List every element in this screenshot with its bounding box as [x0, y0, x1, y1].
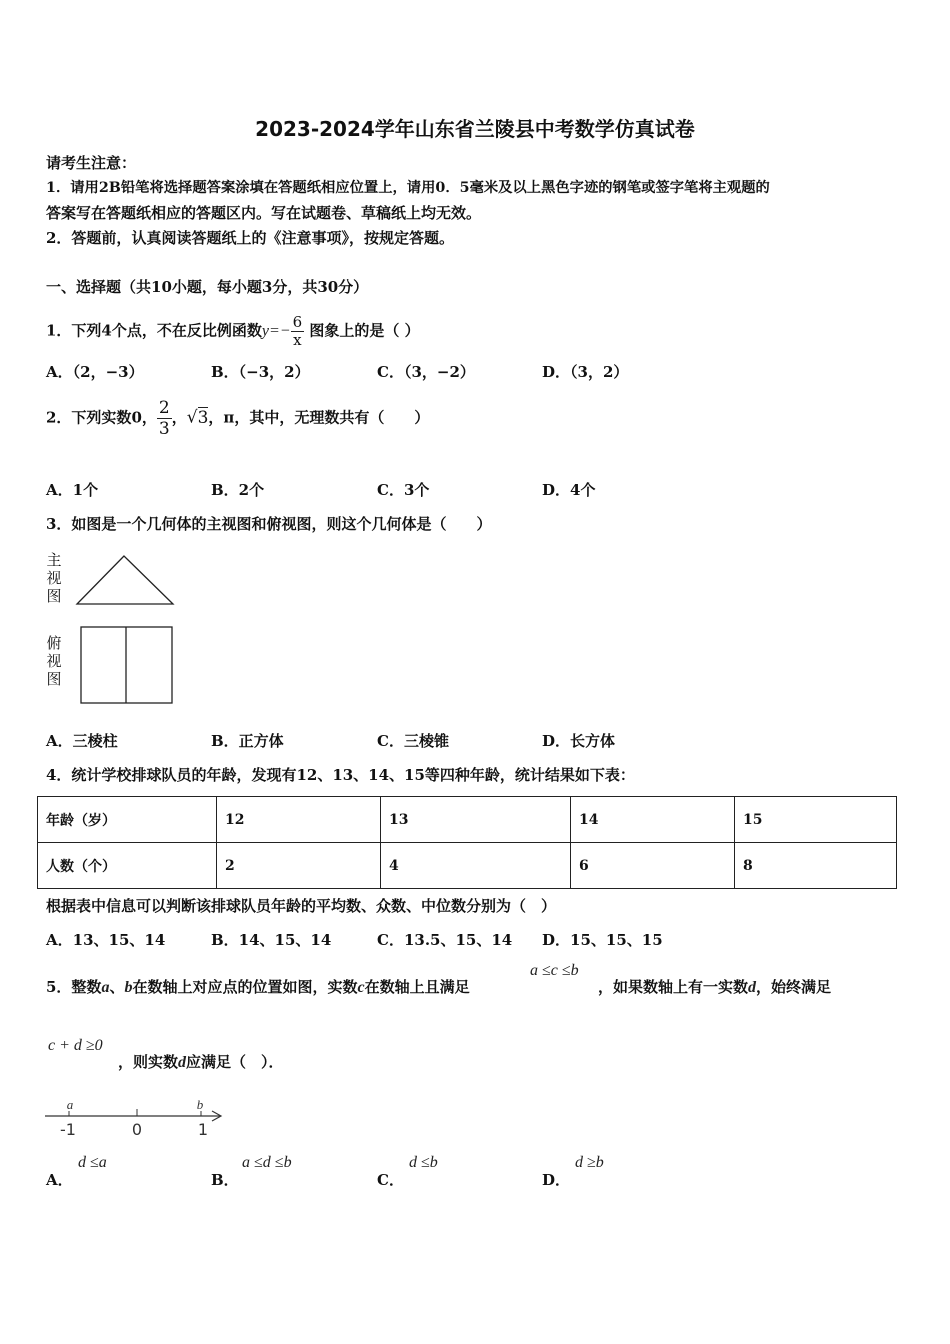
- q3-option-c[interactable]: C．三棱锥: [377, 732, 449, 750]
- q3-option-b[interactable]: B．正方体: [211, 732, 284, 750]
- q5-var-b: b: [124, 979, 133, 996]
- q2-prefix: 2．下列实数0，: [46, 408, 157, 427]
- q5-sep: 、: [109, 978, 125, 996]
- notice-heading: 请考生注意：: [46, 154, 137, 172]
- front-view-triangle: [74, 553, 176, 609]
- q5-part5: ，始终满足: [756, 978, 832, 996]
- table-row: [38, 797, 897, 843]
- top-view-rectangle: [79, 625, 175, 705]
- q4-option-a[interactable]: A．13、15、14: [46, 931, 166, 949]
- notice-line-2: 答案写在答题纸相应的答题区内。写在试题卷、草稿纸上均无效。: [46, 204, 482, 222]
- q5-option-c-expr[interactable]: d ≤b: [409, 1154, 438, 1171]
- q5-option-d-letter[interactable]: D．: [542, 1171, 571, 1189]
- q5-line2-var-d: d: [178, 1054, 187, 1071]
- q1-numerator: 6: [292, 313, 303, 331]
- notice-line-1: 1．请用2B铅笔将选择题答案涂填在答题纸相应位置上，请用0．5毫米及以上黑色字迹的钢笔或签字笔将主观题的: [46, 180, 770, 196]
- front-view-label-char: 主: [46, 551, 62, 569]
- question-4-follow: 根据表中信息可以判断该排球队员年龄的平均数、众数、中位数分别为（ ）: [46, 897, 557, 915]
- q2-option-b[interactable]: B．2个: [211, 481, 265, 499]
- q5-condition: a ≤c ≤b: [530, 962, 579, 979]
- table-cell: 12: [217, 797, 381, 843]
- table-cell: 2: [217, 843, 381, 889]
- q2-sep: ，: [171, 408, 187, 427]
- number-line: [40, 1092, 230, 1142]
- q2-option-d[interactable]: D．4个: [542, 481, 596, 499]
- top-view-label-char: 视: [46, 652, 62, 670]
- tick-label: 1: [197, 1120, 209, 1139]
- axis-label-a: a: [66, 1097, 74, 1112]
- table-cell: 6: [571, 843, 735, 889]
- q3-option-d[interactable]: D．长方体: [542, 732, 616, 750]
- age-table: [37, 796, 897, 889]
- q2-option-a[interactable]: A．1个: [46, 481, 99, 499]
- table-cell: 13: [381, 797, 571, 843]
- q5-var-c: c: [357, 979, 365, 996]
- table-cell: 8: [735, 843, 897, 889]
- q1-option-a[interactable]: A．（2，−3）: [46, 363, 144, 381]
- q5-option-b-expr[interactable]: a ≤d ≤b: [242, 1154, 292, 1171]
- q4-option-b[interactable]: B．14、15、14: [211, 931, 332, 949]
- notice-line-3: 2．答题前，认真阅读答题纸上的《注意事项》，按规定答题。: [46, 229, 454, 247]
- q1-function: y=−: [261, 322, 291, 340]
- q5-part1: 5．整数: [46, 978, 102, 996]
- q5-part4: ，如果数轴上有一实数: [598, 978, 749, 996]
- q1-fraction: [291, 314, 305, 349]
- question-1-stem: [46, 314, 420, 349]
- question-2-stem: [46, 398, 429, 439]
- table-cell: 14: [571, 797, 735, 843]
- q1-prefix: 1．下列4个点，不在反比例函数: [46, 321, 262, 340]
- top-view-label: [45, 634, 63, 688]
- table-cell: 年龄（岁）: [38, 797, 217, 843]
- page-title: 2023-2024学年山东省兰陵县中考数学仿真试卷: [255, 117, 695, 141]
- q5-line2-a: ，则实数: [118, 1053, 179, 1071]
- question-4-stem: 4．统计学校排球队员的年龄，发现有12、13、14、15等四种年龄，统计结果如下表：: [46, 766, 635, 784]
- q5-part3: 在数轴上且满足: [364, 978, 470, 996]
- q5-var-d: d: [748, 979, 757, 996]
- q5-option-c-letter[interactable]: C．: [377, 1171, 404, 1189]
- q5-part2: 在数轴上对应点的位置如图，实数: [132, 978, 358, 996]
- q2-sqrt: √3: [186, 407, 209, 428]
- q5-var-a: a: [101, 979, 110, 996]
- q5-option-a-letter[interactable]: A．: [46, 1171, 73, 1189]
- triangle-shape: [77, 556, 173, 604]
- q4-option-c[interactable]: C．13.5、15、14: [377, 931, 513, 949]
- q1-option-b[interactable]: B．（−3，2）: [211, 363, 310, 381]
- table-cell: 4: [381, 843, 571, 889]
- top-view-label-char: 图: [46, 670, 62, 688]
- q2-denominator: 3: [158, 419, 170, 439]
- q2-fraction: [157, 398, 172, 439]
- q1-option-c[interactable]: C．（3，−2）: [377, 363, 475, 381]
- table-cell: 15: [735, 797, 897, 843]
- front-view-label-char: 视: [46, 569, 62, 587]
- question-5-stem-cont: [598, 976, 831, 997]
- q5-line2-b: 应满足（ ）．: [186, 1053, 284, 1071]
- q2-numerator: 2: [158, 398, 170, 418]
- front-view-label-char: 图: [46, 587, 62, 605]
- q5-option-b-letter[interactable]: B．: [211, 1171, 239, 1189]
- q2-option-c[interactable]: C．3个: [377, 481, 430, 499]
- q5-line-2: [118, 1051, 284, 1072]
- q1-suffix: 图象上的是（ ）: [309, 321, 420, 340]
- section-heading: 一、选择题（共10小题，每小题3分，共30分）: [46, 278, 369, 296]
- q3-option-a[interactable]: A．三棱柱: [46, 732, 118, 750]
- q5-option-a-expr[interactable]: d ≤a: [78, 1154, 107, 1171]
- q2-sqrt-radicand: 3: [197, 407, 209, 428]
- axis-label-b: b: [196, 1097, 204, 1112]
- table-row: [38, 843, 897, 889]
- q5-condition-2: c + d ≥0: [48, 1037, 103, 1054]
- q1-option-d[interactable]: D．（3，2）: [542, 363, 629, 381]
- q4-option-d[interactable]: D．15、15、15: [542, 931, 663, 949]
- tick-label: 0: [131, 1120, 143, 1139]
- table-cell: 人数（个）: [38, 843, 217, 889]
- question-3-stem: 3．如图是一个几何体的主视图和俯视图，则这个几何体是（ ）: [46, 515, 492, 533]
- tick-label: -1: [60, 1120, 76, 1139]
- question-5-stem: [46, 976, 470, 997]
- q1-denominator: x: [293, 331, 302, 349]
- q2-suffix: ，π，其中，无理数共有（ ）: [208, 408, 430, 427]
- q5-option-d-expr[interactable]: d ≥b: [575, 1154, 604, 1171]
- top-view-label-char: 俯: [46, 634, 62, 652]
- front-view-label: [45, 551, 63, 605]
